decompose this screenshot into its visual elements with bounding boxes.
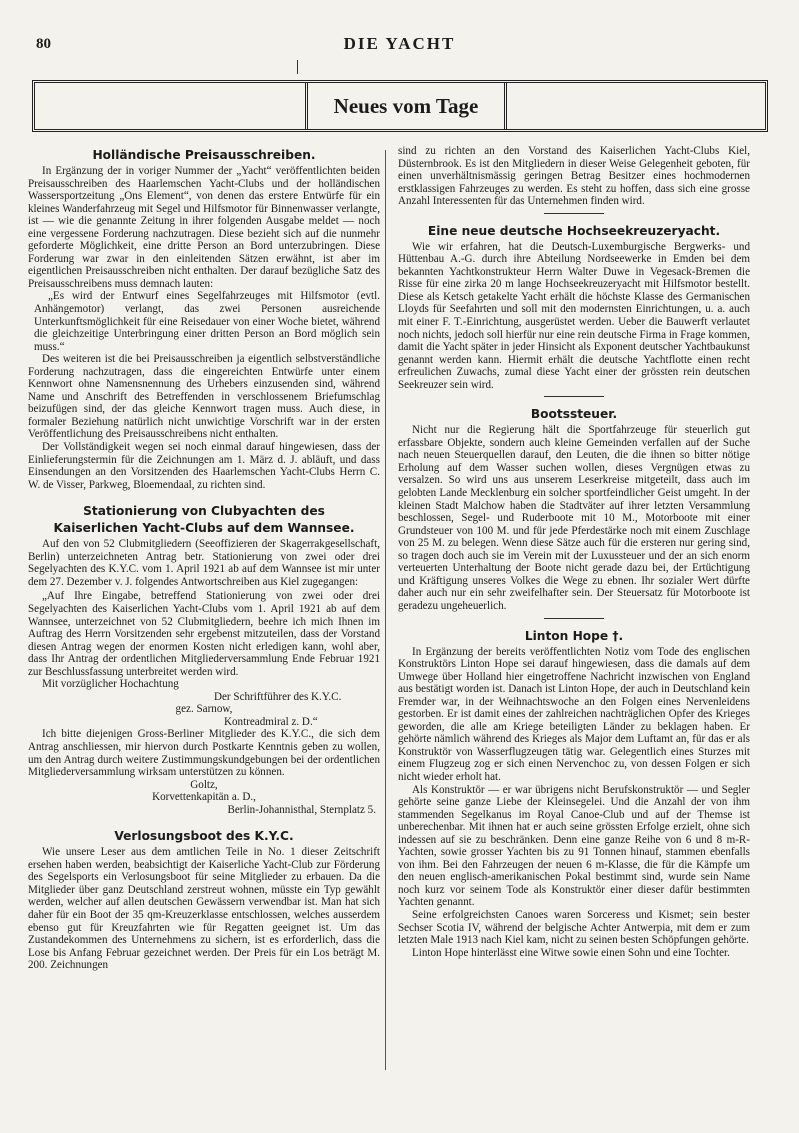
separator-rule (544, 213, 604, 214)
page-number: 80 (36, 36, 51, 52)
article-heading-verlosungsboot: Verlosungsboot des K.Y.C. (114, 829, 294, 844)
signature-line: Berlin-Johannisthal, Sternplatz 5. (227, 803, 376, 816)
paragraph: Nicht nur die Regierung hält die Sportfahrzeuge für steuerlich gut erfassbare Objekte, sondern auch kleine Gemeinden verfallen auf der Suche nach neuen Steuerquellen darauf, den Leuten, die die ihnen so bitter nötige Erholung auf dem Wasser suchen wollen, dieses Vergnügen etwas zu versalzen. So wird uns aus unserem Leserkreise mitgeteilt, dass auch im gelobten Lande Mecklenburg ein solcher sportfeindlicher Geist umgeht. In der kleinen Stadt Malchow haben die Stadtväter auf ihrer letzten Versammlung beschlossen, Segel- und Ruderboote mit 10 M., Motorboote mit einer Grundsteuer von 100 M. und für jede Pferdestärke noch mit einem Zuschlage von 25 M. zu belegen. Wenn diese Sätze auch für die ersteren nur gering sind, so tragen doch auch sie im Verein mit der Luxussteuer und der an sich enorm verteuerten Unterhaltung der Boote nicht gerade dazu bei, der Ertüchtigung und Kräftigung unseres Volkes die Wege zu ebnen. Ihr sozialer Wert dürfte daher auch nur ein sehr zweifelhafter sein. Der Steuersatz für Motorboote ist geradezu ungeheuerlich. (398, 424, 750, 612)
column-divider (385, 150, 386, 1070)
signature-line: Korvettenkapitän a. D., (152, 791, 256, 804)
left-column (28, 145, 380, 1075)
paragraph-continuation: sind zu richten an den Vorstand des Kaiserlichen Yacht-Clubs Kiel, Düsternbrook. Es ist den Mitgliedern in dieser Weise Gelegenheit geboten, für einen unverhältnismässig geringen Betrag Besitzer eines hochmodernen erstklassigen Fahrzeuges zu werden. Es steht zu hoffen, dass sich eine grosse Anzahl Interessenten für das Unternehmen finden wird. (398, 145, 750, 208)
paragraph: Auf den von 52 Clubmitgliedern (Seeoffizieren der Skagerrakgesellschaft, Berlin) unterzeichneten Antrag betr. Stationierung von zwei oder drei Segelyachten des K.Y.C. vom 1. April 1921 ab auf dem Wannsee ist mir unter dem 27. Dezember v. J. folgendes Antwortschreiben aus Kiel zugegangen: (28, 538, 380, 588)
paragraph: Der Vollständigkeit wegen sei noch einmal darauf hingewiesen, dass der Einlieferungstermin für die Zeichnungen am 1. März d. J. abläuft, und dass Einsendungen an den Vorsitzenden des Haarlemschen Yacht-Clubs Herrn C. W. de Visser, Parkweg, Bloemendaal, zu richten sind. (28, 441, 380, 491)
closing-line: Mit vorzüglicher Hochachtung (42, 678, 179, 691)
paragraph: Wie unsere Leser aus dem amtlichen Teile in No. 1 dieser Zeitschrift ersehen haben werden, beabsichtigt der Kaiserliche Yacht-Club zur Förderung des Segelsports ein Verlosungsboot für seine Mitglieder zu erbauen. Da die Mitglieder über ganz Deutschland zerstreut wohnen, müsste ein Typ gewählt werden, welcher auf allen deutschen Gewässern verwendbar ist. Man hat sich daher für ein Boot der 35 qm-Kreuzerklasse entschlossen, welches ausserdem ebenso gut für Kreuzfahrten wie für Regatten geeignet ist. Um das Zustandekommen des Unternehmens zu sichern, ist es erforderlich, dass die Lose bis Anfang Februar gezeichnet werden. Der Preis für ein Los beträgt M. 200. Zeichnungen (28, 846, 380, 972)
article-heading-stationierung-1: Stationierung von Clubyachten des (83, 504, 325, 519)
paragraph: Wie wir erfahren, hat die Deutsch-Luxemburgische Bergwerks- und Hüttenbau A.-G. durch ihre Abteilung Nordseewerke in Emden bei dem bekannten Yachtkonstrukteur Herrn Walter Duwe in Vegesack-Bremen die Risse für eine zirka 20 m lange Hochseekreuzeryacht mit Hilfsmotor bestellt. Diese als Ketsch getakelte Yacht erhält die höchste Klasse des Germanischen Lloyds für Seefahrten und soll mit den modernsten Einrichtungen, u. a. auch mit einer F. T.-Einrichtung, ausgerüstet werden. Ueber die Bauwerft verlautet noch nichts, jedoch soll hierfür nur eine rein deutsche Firma in Frage kommen, damit die Yacht später in jeder Hinsicht als Exponent deutscher Yachtbaukunst genannt werden kann. Hiermit erhält die deutsche Yachtflotte einen recht erfreulichen Zuwachs, zumal diese Yacht einer der grössten rein deutschen Seekreuzer sein wird. (398, 240, 750, 391)
article-heading-linton-hope: Linton Hope †. (524, 628, 624, 643)
signature-line: Goltz, (190, 778, 218, 791)
paragraph: In Ergänzung der bereits veröffentlichten Notiz vom Tode des englischen Konstruktörs Linton Hope sei darauf hingewiesen, dass die damals auf dem Umwege über Holland hier eingetroffene Nachricht inzwischen von England aus bestätigt worden ist. Danach ist Linton Hope, der auch in Deutschland kein Fremder war, in der Weihnachtswoche an den Folgen eines Nervenleidens gestorben. Er ist damit eines der zahlreichen nachträglichen Opfer des Krieges geworden, die alle am Kriege beteiligten Länder zu beklagen haben. Er gehörte nämlich während des Krieges als Major dem Luftamt an, für das er als Konstruktör von Wasserflugzeugen tätig war. Gelegentlich eines Sturzes mit einem Flugzeug zog er sich einen Nervenchoc zu, von dessen Folgen er sich nicht wieder erholt hat. (398, 645, 750, 783)
paragraph: Ich bitte diejenigen Gross-Berliner Mitglieder des K.Y.C., die sich dem Antrag anschliessen, mir hiervon durch Postkarte Kenntnis geben zu wollen, um den Antrag durch weitere Zustimmungskundgebungen bei der ordentlichen Mitgliederversammlung wirksam unterstützen zu können. (28, 728, 380, 779)
signature-line: Kontreadmiral z. D.“ (224, 715, 318, 728)
article-heading-preisausschreiben: Holländische Preisausschreiben. (92, 148, 316, 162)
separator-rule (544, 618, 604, 619)
article-heading-hochseekreuzeryacht: Eine neue deutsche Hochseekreuzeryacht. (427, 223, 721, 238)
section-banner (32, 80, 768, 132)
paragraph: Des weiteren ist die bei Preisausschreiben ja eigentlich selbstverständliche Forderung nachzutragen, dass die eingereichten Entwürfe unter einem Kennwort ohne Namensnennung des Urhebers einzusenden sind, während Name und Anschrift des Betreffenden in verschlossenem Briefumschlag beizufügen sind, der das gleiche Kennwort tragen muss. Auch diese, in formaler Beziehung natürlich nicht unwichtige Vorschrift war in der ersten Veröffentlichung des Preisausschreibens nicht enthalten. (28, 353, 380, 441)
separator-rule (544, 396, 604, 397)
quote-paragraph: „Auf Ihre Eingabe, betreffend Stationierung von zwei oder drei Segelyachten des Kaiserlichen Yacht-Clubs vom 1. April 1921 ab auf dem Wannsee, unterzeichnet von 52 Clubmitgliedern, beehre ich mich Ihnen im Auftrag des Herrn Vorsitzenden sehr ergebenst mitzuteilen, dass der Vorstand diesen Antrag wegen der enormen Kosten nicht erledigen kann, wohl aber, dass Ihr Antrag der ordentlichen Mitgliederversammlung Ende Februar 1921 zur Beschlussfassung unterbreitet werden wird. (28, 590, 380, 678)
article-heading-stationierung-2: Kaiserlichen Yacht-Clubs auf dem Wannsee. (53, 521, 355, 536)
paragraph: Als Konstruktör — er war übrigens nicht Berufskonstruktör — und Segler gehörte seine ganze Liebe der Kleinsegelei. Und die Anzahl der von ihm stammenden Segelkanus im Royal Canoe-Club und auf der Themse ist unberechenbar. Mit ihnen hat er auch seine grössten Erfolge erzielt, ohne sich indessen auf sie zu beschränken. Denn eine ganze Reihe von 6 und 8 m-R-Yachten, sowie grosser Yachten bis zu 91 Tonnen hinauf, stammen ebenfalls von ihm. Bei den Fahrzeugen der neuen 6 m-Klasse, die für die Kämpfe um den neuen englisch-amerikanischen Pokal bestimmt sind, wurde sein Name noch kurz vor seinem Tode als Konstruktör einer dieser dafür bestimmten Yachten genannt. (398, 783, 750, 909)
header-tick-mark (297, 60, 298, 74)
article-heading-bootssteuer: Bootssteuer. (530, 407, 618, 422)
section-title: Neues vom Tage (305, 83, 507, 129)
paragraph: In Ergänzung der in voriger Nummer der „Yacht“ veröffentlichten beiden Preisausschreiben des Haarlemschen Yacht-Clubs und der holländischen Wassersportzeitung „Ons Element“, von denen das erstere Entwürfe für ein kleines Wanderfahrzeug mit Segel und Hilfsmotor für Binnenwasser verlangte, ist — wie die genannte Zeitung in ihrer folgenden Ausgabe meldet — noch eine vergessene Forderung nachzutragen. Diese bezieht sich auf die nunmehr geforderte Möglichkeit, eine dritte Person an Bord unterzubringen. Diese Forderung war zwar in den einleitenden Sätzen erwähnt, ist aber im eigentlichen Preisausschreiben nicht enthalten. Der darauf bezügliche Satz des Preisausschreibens muss demnach lauten: (28, 165, 380, 290)
running-header: DIE YACHT (343, 34, 456, 53)
signature-line: Der Schriftführer des K.Y.C. (214, 690, 342, 703)
paragraph: Linton Hope hinterlässt eine Witwe sowie einen Sohn und eine Tochter. (412, 946, 730, 959)
quote-paragraph: „Es wird der Entwurf eines Segelfahrzeuges mit Hilfsmotor (evtl. Anhängemotor) verlangt, das zwei Personen ausreichende Unterkunftsmöglichkeit für eine Reisedauer von einer Woche bietet, während die gleichzeitige Unterbringung einer dritten Person an Bord möglich sein muss.“ (34, 290, 380, 353)
signature-line: gez. Sarnow, (175, 703, 233, 716)
paragraph: Seine erfolgreichsten Canoes waren Sorceress und Kismet; sein bester Sechser Scotia IV, während der belgische Achter Antwerpia, mit dem er zum letzten Male 1913 nach Kiel kam, nicht zu seinen besten Schöpfungen gehörte. (398, 908, 750, 947)
right-column (398, 145, 750, 1075)
